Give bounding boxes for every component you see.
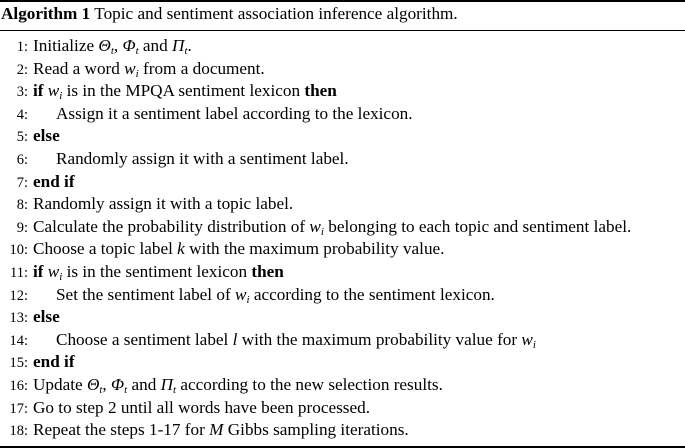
line-number: 18: — [9, 423, 28, 440]
line-fragment: with the maximum probability value. — [184, 239, 445, 259]
keyword: end if — [33, 171, 75, 191]
math-symbol: Φ — [122, 36, 136, 55]
math-symbol: Π — [172, 36, 185, 55]
algorithm-line — [0, 216, 631, 238]
line-fragment: , — [102, 375, 112, 394]
algorithm-line — [0, 35, 192, 57]
line-number: 10: — [9, 242, 28, 259]
line-text — [28, 351, 75, 373]
line-text — [28, 80, 337, 102]
line-text — [28, 284, 495, 306]
line-fragment: and — [127, 375, 161, 394]
line-number: 13: — [9, 310, 28, 327]
algorithm-line — [0, 80, 337, 102]
line-fragment: Gibbs sampling iterations. — [223, 420, 409, 440]
line-fragment: Repeat the steps 1-17 for — [33, 420, 210, 440]
math-subscript: t — [135, 45, 139, 57]
algorithm-line — [0, 58, 265, 80]
math-subscript: t — [173, 384, 177, 396]
line-fragment: Assign it a sentiment label according to the lexicon. — [56, 103, 413, 123]
math-subscript: i — [246, 293, 250, 306]
line-number: 17: — [9, 400, 28, 417]
math-subscript: t — [110, 45, 114, 57]
line-text — [28, 419, 409, 441]
algorithm-line — [0, 238, 444, 260]
algorithm-line — [0, 148, 349, 170]
math-subscript: i — [532, 338, 536, 351]
math-symbol: w — [124, 58, 136, 78]
line-number: 7: — [16, 174, 28, 191]
math-symbol: l — [232, 329, 238, 349]
math-symbol: Θ — [86, 375, 100, 394]
line-fragment: Choose a topic label — [33, 239, 178, 259]
math-subscript: i — [320, 225, 324, 238]
math-symbol: w — [235, 284, 247, 304]
math-symbol: w — [47, 81, 60, 101]
line-number: 14: — [9, 332, 28, 349]
line-number: 8: — [16, 197, 28, 214]
line-text — [28, 216, 631, 238]
line-number: 6: — [16, 152, 28, 168]
math-symbol: k — [177, 239, 185, 259]
line-text — [28, 397, 370, 419]
line-fragment: according to the sentiment lexicon. — [249, 284, 495, 304]
math-symbol: M — [209, 420, 224, 440]
line-fragment: , — [113, 36, 123, 55]
algorithm-line — [0, 374, 443, 396]
keyword: if — [33, 81, 44, 101]
line-fragment: is in the MPQA sentiment lexicon — [62, 81, 305, 101]
algorithm-line — [0, 125, 60, 147]
line-number: 15: — [9, 355, 28, 372]
math-symbol: w — [521, 329, 533, 349]
line-number: 1: — [16, 39, 28, 55]
line-fragment: belonging to each topic and sentiment label. — [323, 216, 632, 236]
keyword: else — [33, 307, 60, 327]
line-fragment: Go to step 2 until all words have been processed. — [33, 397, 370, 417]
line-text — [28, 103, 413, 125]
line-number: 5: — [16, 129, 28, 146]
line-fragment: with the maximum probability value for — [237, 329, 522, 349]
line-fragment: according to the new selection results. — [176, 375, 443, 394]
line-text — [28, 374, 443, 396]
line-text — [28, 58, 265, 80]
line-fragment: Calculate the probability distribution of — [33, 216, 310, 236]
line-fragment: Read a word — [33, 58, 125, 78]
math-subscript: t — [99, 384, 103, 396]
line-fragment: and — [138, 36, 173, 55]
math-symbol: Θ — [98, 36, 111, 55]
algorithm-label: Algorithm 1 — [1, 4, 91, 23]
line-fragment: Set the sentiment label of — [56, 284, 235, 304]
line-fragment: Update — [33, 375, 87, 394]
keyword: then — [304, 81, 337, 101]
algorithm-line — [0, 351, 75, 373]
line-text — [28, 238, 444, 260]
top-rule — [0, 0, 685, 2]
math-symbol: w — [309, 216, 321, 236]
keyword: then — [251, 262, 284, 281]
math-symbol: Π — [160, 375, 174, 394]
line-number: 3: — [16, 84, 28, 101]
math-subscript: i — [135, 67, 139, 80]
line-number: 16: — [9, 378, 28, 394]
line-fragment: Randomly assign it with a sentiment label. — [56, 149, 349, 168]
algorithm-line — [0, 261, 284, 283]
math-subscript: i — [59, 90, 63, 103]
line-number: 2: — [16, 61, 28, 78]
line-text — [28, 306, 60, 328]
math-subscript: t — [184, 45, 188, 57]
line-text — [28, 193, 293, 215]
algorithm-line — [0, 419, 409, 441]
algorithm-line — [0, 171, 75, 193]
algorithm-title: Topic and sentiment association inference algorithm. — [94, 4, 458, 23]
line-fragment: is in the sentiment lexicon — [62, 262, 252, 281]
algorithm-caption — [1, 4, 458, 24]
algorithm-line — [0, 284, 495, 306]
algorithm-line — [0, 329, 536, 351]
algorithm-line — [0, 193, 293, 215]
line-number: 4: — [16, 106, 28, 123]
keyword: end if — [33, 352, 75, 372]
line-text — [28, 171, 75, 193]
line-text — [28, 261, 284, 283]
line-number: 11: — [10, 265, 28, 281]
line-text — [28, 148, 349, 170]
keyword: if — [33, 262, 44, 281]
keyword: else — [33, 126, 60, 146]
line-fragment: Randomly assign it with a topic label. — [33, 194, 294, 214]
line-fragment: Initialize — [33, 36, 99, 55]
line-text — [28, 125, 60, 147]
math-subscript: i — [59, 271, 63, 283]
line-number: 12: — [9, 287, 28, 304]
math-symbol: Φ — [111, 375, 125, 394]
line-text — [28, 35, 192, 57]
algorithm-line — [0, 397, 370, 419]
line-fragment: Choose a sentiment label — [56, 329, 233, 349]
line-fragment: from a document. — [138, 58, 265, 78]
algorithm-line — [0, 306, 60, 328]
math-symbol: w — [47, 262, 60, 281]
line-number: 9: — [16, 219, 28, 236]
line-text — [28, 329, 536, 351]
line-fragment: . — [187, 36, 192, 55]
algorithm-line — [0, 103, 413, 125]
caption-rule — [0, 30, 685, 31]
math-subscript: t — [124, 384, 128, 396]
